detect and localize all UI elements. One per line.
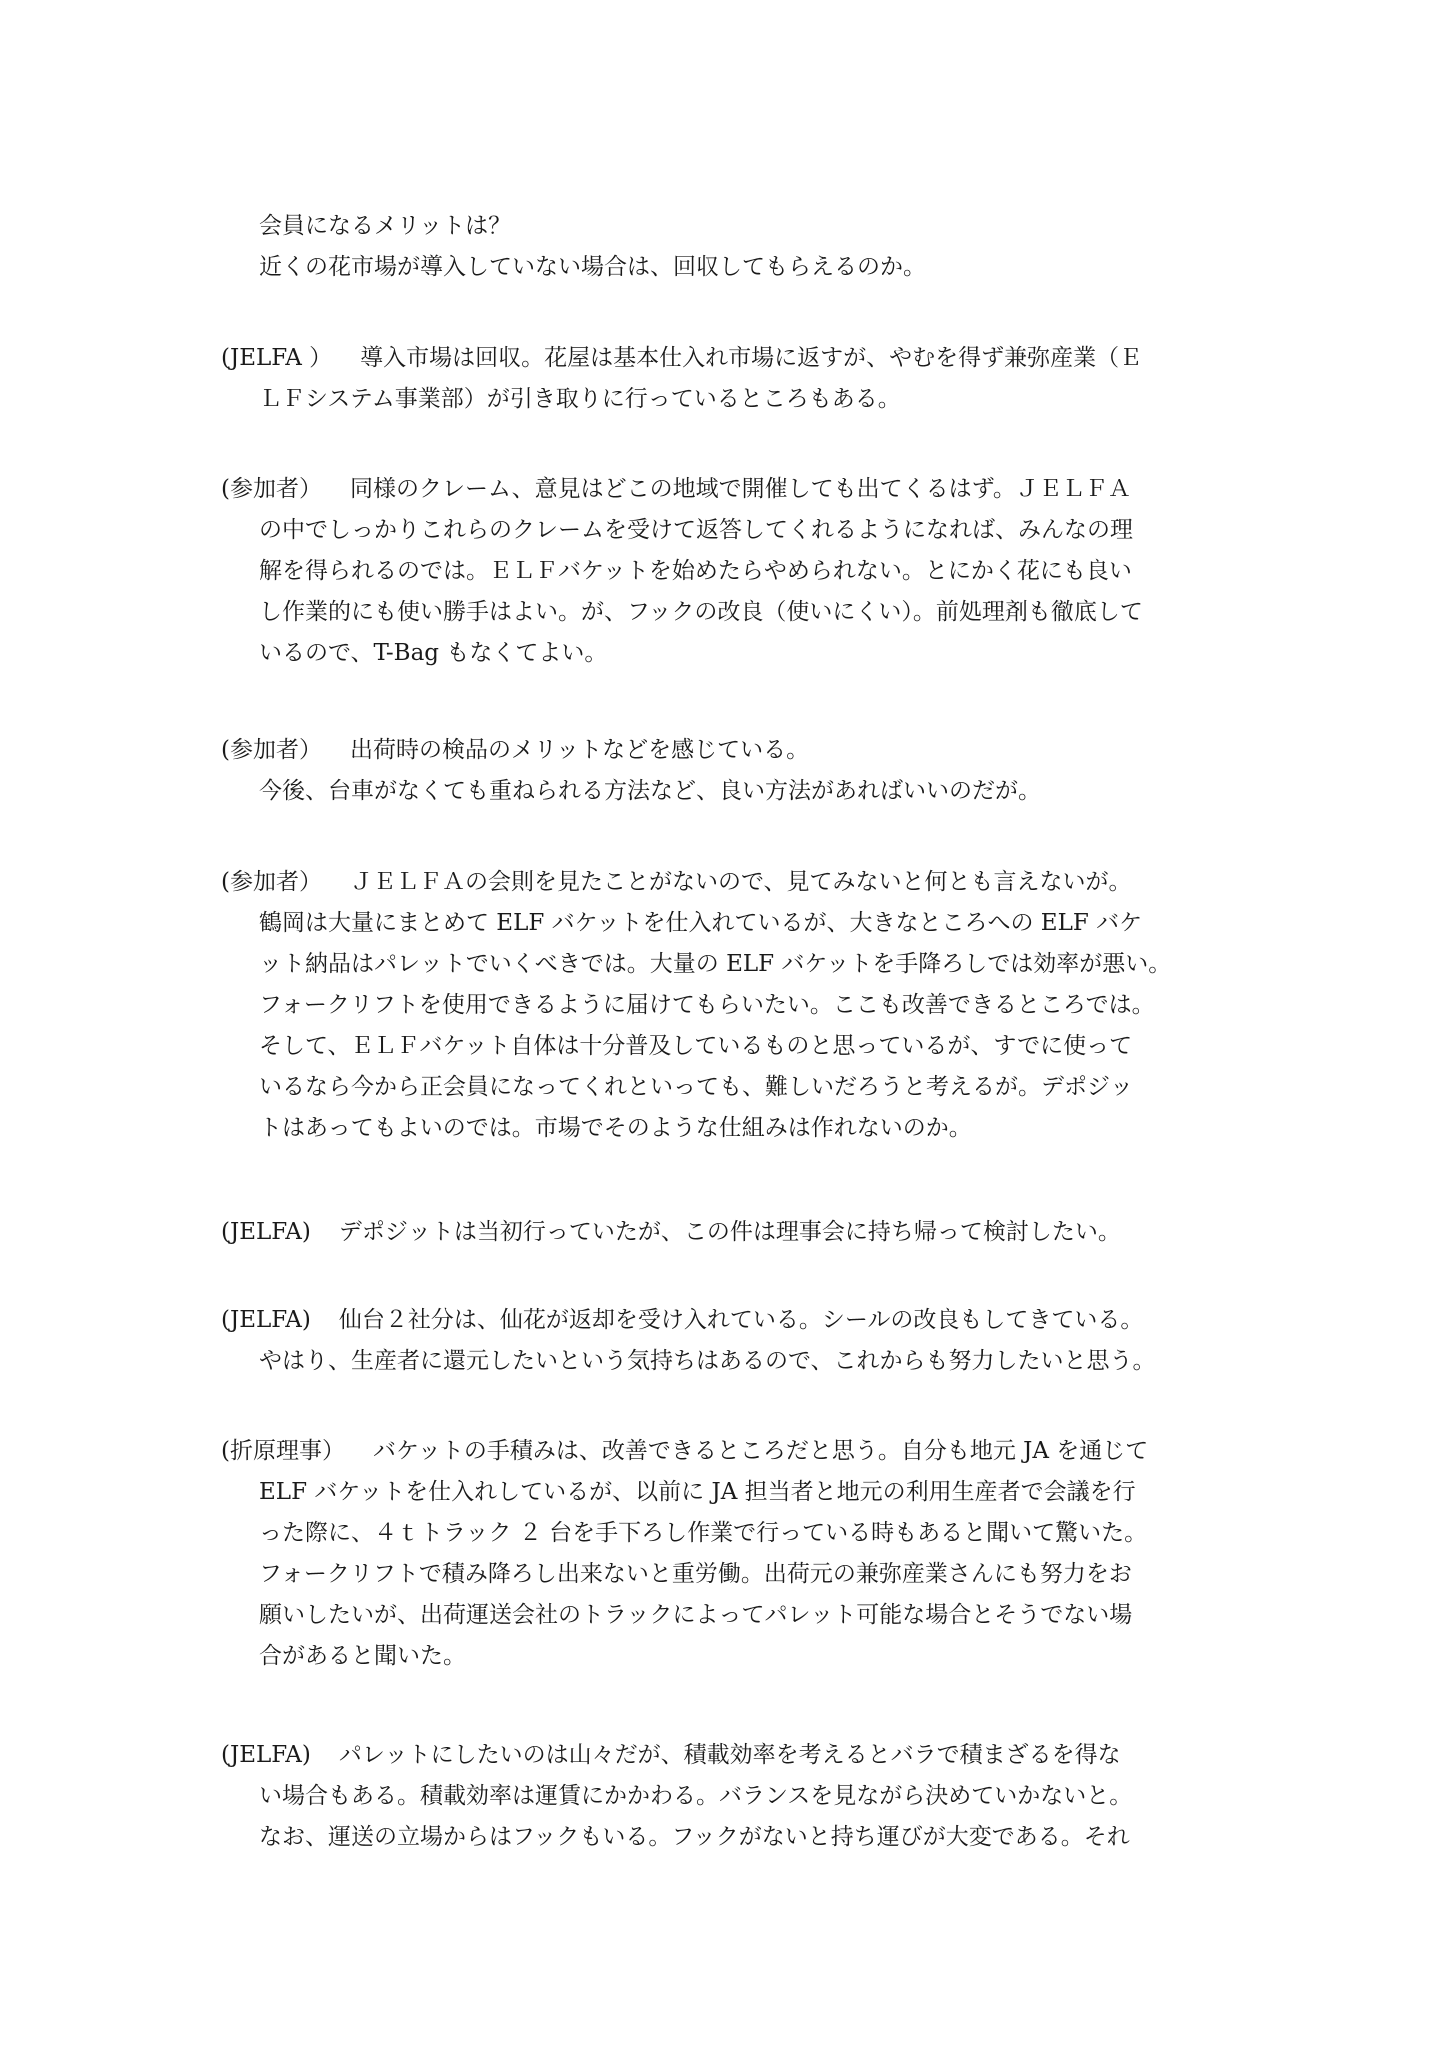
text-line: の中でしっかりこれらのクレームを受けて返答してくれるようになれば、みんなの理 — [259, 517, 1133, 543]
text-line: し作業的にも使い勝手はよい。が、フックの改良（使いにくい）。前処理剤も徹底して — [259, 599, 1143, 625]
text-line: った際に、４ｔトラック ２ 台を手下ろし作業で行っている時もあると聞いて驚いた。 — [259, 1520, 1148, 1546]
text-line: 仙台２社分は、仙花が返却を受け入れている。シールの改良もしてきている。 — [338, 1307, 1144, 1333]
speaker-block — [0, 1212, 1447, 1253]
speaker-label: (折原理事） — [221, 1438, 345, 1464]
text-line: ELF バケットを仕入れしているが、以前に JA 担当者と地元の利用生産者で会議を行 — [259, 1479, 1136, 1505]
text-line: デポジットは当初行っていたが、この件は理事会に持ち帰って検討したい。 — [338, 1219, 1121, 1245]
speaker-block — [0, 730, 1447, 812]
speaker-block — [0, 1300, 1447, 1382]
speaker-label: (JELFA) — [221, 1742, 311, 1768]
speaker-block — [0, 469, 1447, 674]
text-line: 同様のクレーム、意見はどこの地域で開催しても出てくるはず。ＪＥＬＦＡ — [349, 476, 1131, 502]
text-line: 願いしたいが、出荷運送会社のトラックによってパレット可能な場合とそうでない場 — [259, 1602, 1133, 1628]
text-line: 鶴岡は大量にまとめて ELF バケットを仕入れているが、大きなところへの ELF バケ — [259, 910, 1143, 936]
text-line: 今後、台車がなくても重ねられる方法など、良い方法があればいいのだが。 — [259, 778, 1041, 804]
text-line: やはり、生産者に還元したいという気持ちはあるので、これからも努力したいと思う。 — [259, 1348, 1156, 1374]
text-line: フォークリフトを使用できるように届けてもらいたい。ここも改善できるところでは。 — [259, 992, 1155, 1018]
text-line: い場合もある。積載効率は運賃にかかわる。バランスを見ながら決めていかないと。 — [259, 1783, 1133, 1809]
text-line: 会員になるメリットは？ — [259, 213, 512, 239]
speaker-block — [0, 1735, 1447, 1858]
text-line: 近くの花市場が導入していない場合は、回収してもらえるのか。 — [259, 254, 926, 280]
text-line: フォークリフトで積み降ろし出来ないと重労働。出荷元の兼弥産業さんにも努力をお — [259, 1561, 1132, 1587]
speaker-label: (JELFA) — [221, 1307, 311, 1333]
text-line: パレットにしたいのは山々だが、積載効率を考えるとバラで積まざるを得な — [338, 1742, 1121, 1768]
text-line: 導入市場は回収。花屋は基本仕入れ市場に返すが、やむを得ず兼弥産業（Ｅ — [360, 345, 1143, 371]
text-line: そして、ＥＬＦバケット自体は十分普及しているものと思っているが、すでに使って — [259, 1033, 1133, 1059]
speaker-block — [0, 1431, 1447, 1677]
text-line: 合があると聞いた。 — [259, 1643, 466, 1669]
text-line: いるので、T-Bag もなくてよい。 — [259, 640, 608, 666]
speaker-label: (参加者） — [221, 869, 322, 895]
speaker-label: (JELFA ） — [221, 345, 333, 371]
text-line: 解を得られるのでは。ＥＬＦバケットを始めたらやめられない。とにかく花にも良い — [259, 558, 1132, 584]
text-line: バケットの手積みは、改善できるところだと思う。自分も地元 JA を通じて — [372, 1438, 1149, 1464]
question-block — [0, 206, 1447, 288]
text-line: いるなら今から正会員になってくれといっても、難しいだろうと考えるが。デポジッ — [259, 1074, 1133, 1100]
text-line: トはあってもよいのでは。市場でそのような仕組みは作れないのか。 — [259, 1115, 972, 1141]
text-line: ット納品はパレットでいくべきでは。大量の ELF バケットを手降ろしでは効率が悪い。 — [259, 951, 1172, 977]
text-line: 出荷時の検品のメリットなどを感じている。 — [349, 737, 810, 763]
speaker-label: (JELFA) — [221, 1219, 311, 1245]
speaker-label: (参加者） — [221, 737, 322, 763]
text-line: ＬＦシステム事業部）が引き取りに行っているところもある。 — [259, 386, 901, 412]
speaker-block — [0, 862, 1447, 1149]
text-line: ＪＥＬＦＡの会則を見たことがないので、見てみないと何とも言えないが。 — [349, 869, 1132, 895]
text-line: なお、運送の立場からはフックもいる。フックがないと持ち運びが大変である。それ — [259, 1824, 1130, 1850]
speaker-block — [0, 338, 1447, 420]
speaker-label: (参加者） — [221, 476, 322, 502]
